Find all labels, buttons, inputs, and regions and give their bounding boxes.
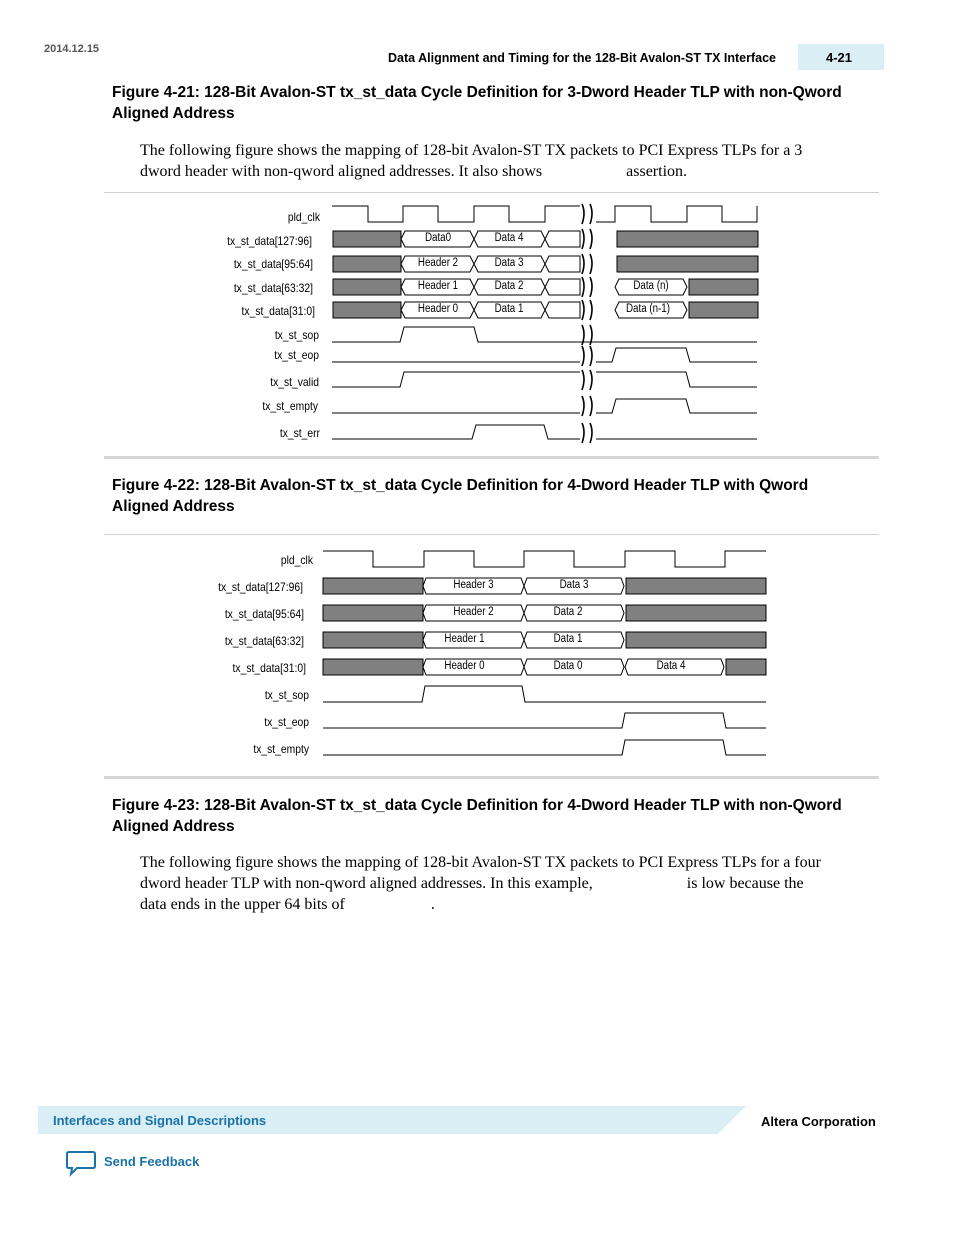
fig21-signal-label: pld_clk bbox=[287, 210, 320, 224]
fig21-sop-wave bbox=[332, 327, 757, 342]
fig21-cell: Header 2 bbox=[417, 257, 459, 269]
figure-23-desc-line3a: data ends in the upper 64 bits of bbox=[140, 896, 345, 913]
fig22-cell: Data 2 bbox=[553, 606, 583, 618]
running-header-title: Data Alignment and Timing for the 128-Bit Avalon-ST TX Interface bbox=[388, 51, 777, 65]
fig22-signal-label: tx_st_sop bbox=[264, 688, 309, 702]
figure-22-title bbox=[112, 475, 872, 517]
fig21-cell: Data0 bbox=[424, 232, 452, 244]
fig21-signal-label: tx_st_valid bbox=[270, 375, 319, 389]
fig21-clock-wave bbox=[332, 206, 580, 222]
fig21-cell: Data 1 bbox=[494, 303, 524, 315]
fig21-signal-label: tx_st_empty bbox=[262, 399, 318, 413]
figure-23-title-line1: Figure 4-23: 128-Bit Avalon-ST tx_st_data Cycle Definition for 4-Dword Header TLP with non-Qword bbox=[112, 797, 842, 814]
figure-22-title-line1: Figure 4-22: 128-Bit Avalon-ST tx_st_data Cycle Definition for 4-Dword Header TLP with Qword bbox=[112, 477, 809, 494]
figure-22-top-rule bbox=[104, 534, 879, 535]
fig22-cell: Data 4 bbox=[656, 660, 686, 672]
fig22-signal-label: tx_st_data[95:64] bbox=[224, 607, 304, 621]
document-date: 2014.12.15 bbox=[44, 43, 100, 55]
fig21-cell: Data 3 bbox=[494, 257, 524, 269]
fig21-cell: Header 0 bbox=[417, 303, 459, 315]
fig21-signal-label: tx_st_data[95:64] bbox=[233, 257, 313, 271]
figure-21-desc-line2b: assertion. bbox=[626, 163, 688, 180]
fig22-cell: Header 3 bbox=[453, 579, 494, 591]
figure-23-desc-line2 bbox=[140, 873, 870, 894]
fig21-cell: Data (n-1) bbox=[625, 303, 671, 315]
figure-23-desc-line3 bbox=[140, 894, 870, 915]
fig21-signal-label: tx_st_data[63:32] bbox=[233, 281, 313, 295]
fig21-time-break-marks bbox=[582, 204, 592, 443]
fig22-signal-label: tx_st_empty bbox=[253, 742, 309, 756]
fig22-signal-label: tx_st_data[63:32] bbox=[224, 634, 304, 648]
figure-21-desc-line2a: dword header with non-qword aligned addresses. It also shows bbox=[140, 163, 543, 180]
figure-23-title-line2: Aligned Address bbox=[112, 818, 235, 835]
fig22-sop-wave bbox=[323, 686, 766, 702]
figure-22-bottom-rule bbox=[104, 776, 879, 779]
fig22-cell: Data 1 bbox=[553, 633, 583, 645]
fig21-err-wave bbox=[332, 425, 580, 439]
fig21-signal-label: tx_st_data[31:0] bbox=[241, 304, 315, 318]
fig22-cell: Data 0 bbox=[553, 660, 583, 672]
fig21-cell: Data (n) bbox=[633, 280, 669, 292]
figure-23-description bbox=[140, 852, 870, 915]
fig21-cell: Data 2 bbox=[494, 280, 524, 292]
figure-21-timing-diagram bbox=[0, 0, 954, 460]
fig22-empty-wave bbox=[323, 740, 766, 755]
fig22-cell: Header 0 bbox=[444, 660, 485, 672]
footer-company: Altera Corporation bbox=[761, 1114, 876, 1129]
fig22-cell: Data 3 bbox=[559, 579, 589, 591]
fig22-signal-label: tx_st_eop bbox=[264, 715, 309, 729]
fig21-signal-label: tx_st_data[127:96] bbox=[227, 234, 312, 248]
fig21-signal-label: tx_st_sop bbox=[274, 328, 319, 342]
fig21-cell: Data 4 bbox=[494, 232, 524, 244]
fig22-cell: Header 1 bbox=[444, 633, 485, 645]
figure-21-title-line1: Figure 4-21: 128-Bit Avalon-ST tx_st_data Cycle Definition for 3-Dword Header TLP with non-Qword bbox=[112, 84, 842, 101]
figure-23-desc-line2b: is low because the bbox=[686, 875, 804, 892]
fig22-signal-label: pld_clk bbox=[280, 553, 313, 567]
fig22-signal-label: tx_st_data[127:96] bbox=[218, 580, 303, 594]
fig21-cell: Header 1 bbox=[417, 280, 459, 292]
figure-23-desc-line1: The following figure shows the mapping of 128-bit Avalon-ST TX packets to PCI Express TLPs for a four bbox=[140, 854, 821, 871]
fig21-bus-idle bbox=[333, 231, 401, 247]
fig22-clock-wave bbox=[323, 551, 766, 567]
figure-23-desc-line3b: . bbox=[430, 896, 435, 913]
figure-21-desc-line1: The following figure shows the mapping of 128-bit Avalon-ST TX packets to PCI Express TLPs for a 3 bbox=[140, 142, 803, 159]
fig22-signal-label: tx_st_data[31:0] bbox=[232, 661, 306, 675]
footer-section-link[interactable]: Interfaces and Signal Descriptions bbox=[53, 1113, 267, 1128]
figure-23-title bbox=[112, 795, 872, 837]
fig21-valid-wave bbox=[332, 372, 580, 387]
figure-23-desc-line2a: dword header TLP with non-qword aligned addresses. In this example, bbox=[140, 875, 593, 892]
fig21-clock-wave-2 bbox=[596, 206, 757, 222]
fig22-eop-wave bbox=[323, 713, 766, 728]
fig21-signal-label: tx_st_err bbox=[279, 426, 320, 440]
figure-22-title-line2: Aligned Address bbox=[112, 498, 235, 515]
fig21-signal-label: tx_st_eop bbox=[274, 348, 319, 362]
feedback-speech-bubble-icon[interactable] bbox=[65, 1150, 97, 1178]
fig22-cell: Header 2 bbox=[453, 606, 494, 618]
page-number: 4-21 bbox=[826, 50, 853, 65]
send-feedback-link[interactable]: Send Feedback bbox=[104, 1154, 200, 1169]
figure-21-bottom-rule bbox=[104, 456, 879, 459]
figure-21-title-line2: Aligned Address bbox=[112, 105, 235, 122]
